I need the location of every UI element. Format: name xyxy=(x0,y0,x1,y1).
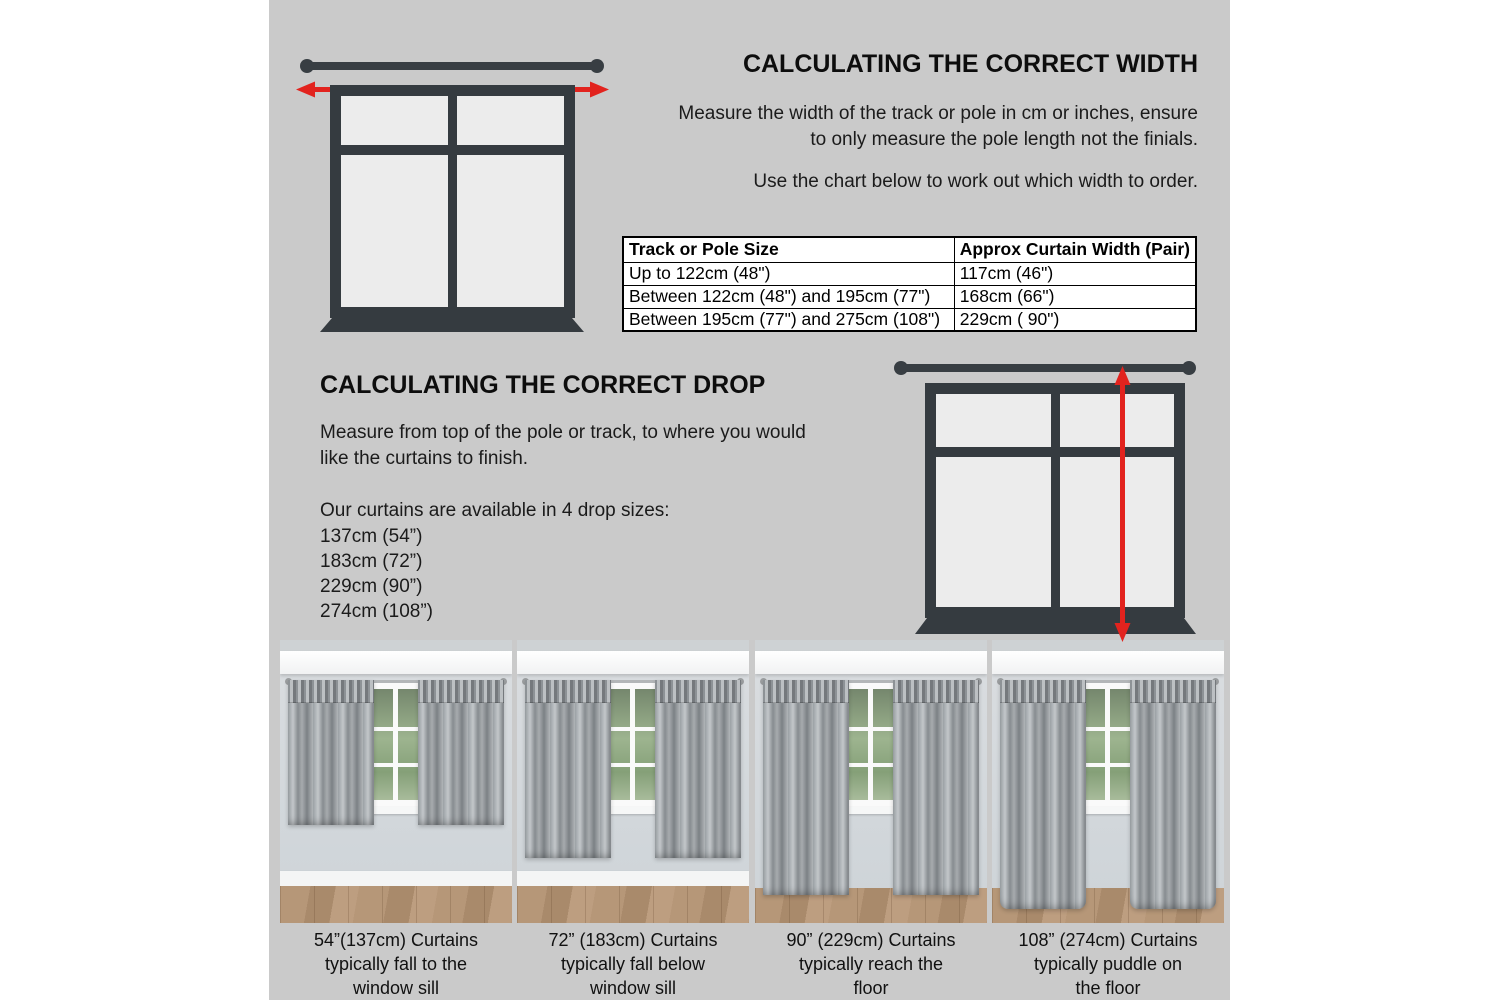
drop-instruction-line: like the curtains to finish. xyxy=(320,448,529,469)
photo-caption xyxy=(280,928,512,1000)
cornice xyxy=(755,651,987,674)
table-cell: 168cm (66") xyxy=(954,285,1196,308)
ceiling-strip xyxy=(517,640,749,651)
drop-instruction-line: Measure from top of the pole or track, to where you would xyxy=(320,422,806,443)
width-section-title: CALCULATING THE CORRECT WIDTH xyxy=(742,50,1198,78)
window-diagram-width xyxy=(330,85,575,318)
table-cell: 229cm ( 90") xyxy=(954,308,1196,331)
curtain-photo-90in xyxy=(755,640,987,923)
curtain-pole-diagram xyxy=(308,62,598,70)
pole-finial-icon xyxy=(590,59,604,73)
caption-line: the floor xyxy=(1075,978,1141,998)
photo-caption xyxy=(755,928,987,1000)
window-sill xyxy=(320,318,584,332)
pole-finial-icon xyxy=(300,59,314,73)
caption-line: 90” (229cm) Curtains xyxy=(786,930,956,950)
drop-size-item: 229cm (90”) xyxy=(320,576,423,597)
curtain-photo-72in xyxy=(517,640,749,923)
caption-line: window sill xyxy=(589,978,677,998)
photo-caption xyxy=(992,928,1224,1000)
skirting-board xyxy=(517,871,749,887)
cornice xyxy=(992,651,1224,674)
window-glazing-bar xyxy=(1081,727,1134,731)
curtain-panel-left xyxy=(1000,680,1086,909)
table-header-row xyxy=(623,237,1196,262)
caption-line: 108” (274cm) Curtains xyxy=(1018,930,1198,950)
window-mullion xyxy=(1105,689,1110,800)
drop-size-item: 137cm (54”) xyxy=(320,526,423,547)
cornice xyxy=(517,651,749,674)
caption-line: typically puddle on xyxy=(1033,954,1183,974)
drop-size-item: 274cm (108”) xyxy=(320,601,433,622)
infographic-panel xyxy=(269,0,1230,1000)
drop-sizes-intro: Our curtains are available in 4 drop sizes: xyxy=(320,500,670,521)
curtain-panel-left xyxy=(288,680,374,824)
curtain-panel-right xyxy=(655,680,741,858)
caption-line: floor xyxy=(853,978,889,998)
width-chart-note: Use the chart below to work out which width to order. xyxy=(753,171,1198,192)
width-instruction-line: to only measure the pole length not the finials. xyxy=(810,129,1198,150)
width-section xyxy=(619,48,1198,195)
window-glazing-bar xyxy=(369,763,422,767)
curtain-photo-54in xyxy=(280,640,512,923)
photo-caption xyxy=(517,928,749,1000)
cornice xyxy=(280,651,512,674)
window-mullion xyxy=(1051,394,1060,607)
pole-finial-icon xyxy=(1182,361,1196,375)
ceiling-strip xyxy=(280,640,512,651)
drop-section xyxy=(320,369,880,624)
caption-line: typically fall to the xyxy=(324,954,468,974)
window-diagram-drop xyxy=(925,383,1185,618)
window-mullion xyxy=(630,689,635,800)
table-header-width: Approx Curtain Width (Pair) xyxy=(954,237,1196,262)
curtain-photo-108in xyxy=(992,640,1224,923)
table-cell: Between 122cm (48") and 195cm (77") xyxy=(623,285,954,308)
ceiling-strip xyxy=(755,640,987,651)
window-mullion xyxy=(448,96,457,307)
ceiling-strip xyxy=(992,640,1224,651)
drop-measure-arrow-icon xyxy=(1114,366,1131,642)
window-mullion xyxy=(393,689,398,800)
curtain-panel-left xyxy=(763,680,849,895)
curtain-panel-right xyxy=(418,680,504,824)
curtain-panel-left xyxy=(525,680,611,858)
curtain-panel-right xyxy=(1130,680,1216,909)
drop-section-title: CALCULATING THE CORRECT DROP xyxy=(320,371,766,399)
curtain-pole-diagram xyxy=(902,364,1190,372)
caption-line: typically reach the xyxy=(798,954,944,974)
width-instruction-line: Measure the width of the track or pole in cm or inches, ensure xyxy=(678,103,1198,124)
window-mullion xyxy=(868,689,873,800)
window-sill xyxy=(915,618,1196,634)
window-glazing-bar xyxy=(369,727,422,731)
curtain-panel-right xyxy=(893,680,979,895)
caption-line: typically fall below xyxy=(560,954,706,974)
window-glazing-bar xyxy=(844,763,897,767)
caption-line: 54”(137cm) Curtains xyxy=(313,930,479,950)
size-table xyxy=(622,236,1197,332)
drop-size-item: 183cm (72”) xyxy=(320,551,423,572)
table-row xyxy=(623,285,1196,308)
wood-floor xyxy=(280,886,512,923)
caption-line: window sill xyxy=(352,978,440,998)
table-row xyxy=(623,262,1196,285)
pole-finial-icon xyxy=(894,361,908,375)
table-header-track: Track or Pole Size xyxy=(623,237,954,262)
window-glazing-bar xyxy=(844,727,897,731)
window-glazing-bar xyxy=(606,763,659,767)
window-glazing-bar xyxy=(1081,763,1134,767)
table-cell: Between 195cm (77") and 275cm (108") xyxy=(623,308,954,331)
skirting-board xyxy=(280,871,512,887)
table-cell: Up to 122cm (48") xyxy=(623,262,954,285)
window-glazing-bar xyxy=(606,727,659,731)
table-row xyxy=(623,308,1196,331)
wood-floor xyxy=(517,886,749,923)
caption-line: 72” (183cm) Curtains xyxy=(548,930,718,950)
table-cell: 117cm (46") xyxy=(954,262,1196,285)
